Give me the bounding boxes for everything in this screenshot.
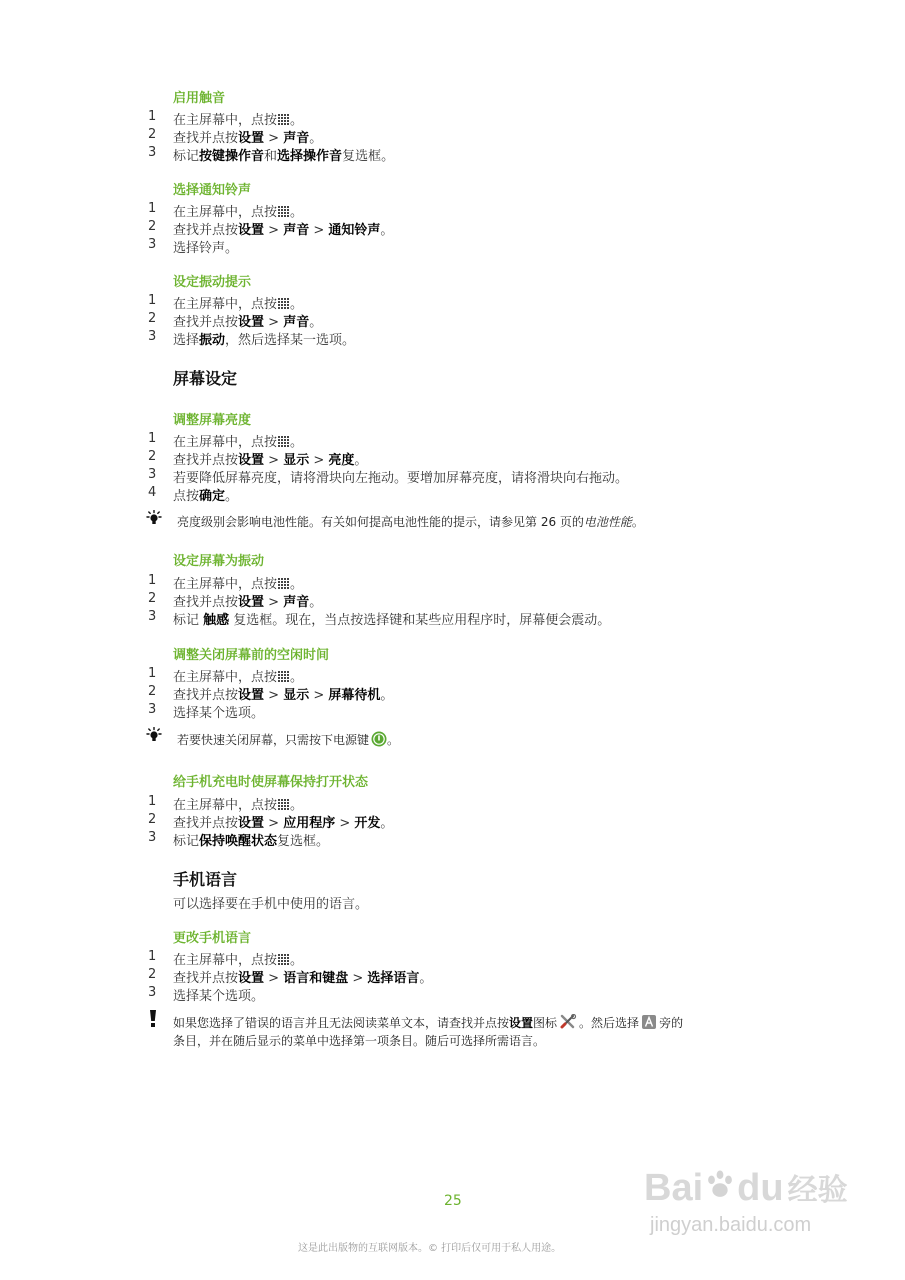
settings-tools-icon xyxy=(559,1014,577,1030)
step-number: 3 xyxy=(148,609,157,624)
step-text: 查找并点按设置 > 声音。 xyxy=(173,595,323,610)
step-number: 2 xyxy=(148,684,157,699)
app-grid-icon xyxy=(278,799,289,810)
app-grid-icon xyxy=(278,206,289,217)
step-text: 在主屏幕中，点按 。 xyxy=(173,205,304,220)
step-number: 2 xyxy=(148,967,157,982)
watermark-url: jingyan.baidu.com xyxy=(650,1214,812,1236)
step-text: 查找并点按设置 > 声音。 xyxy=(173,131,323,146)
step-text: 查找并点按设置 > 声音 > 通知铃声。 xyxy=(173,223,394,238)
step-number: 1 xyxy=(148,573,157,588)
app-grid-icon xyxy=(278,671,289,682)
step-text: 在主屏幕中，点按 。 xyxy=(173,113,304,128)
step-text: 查找并点按设置 > 语言和键盘 > 选择语言。 xyxy=(173,971,433,986)
section-heading-language: 手机语言 xyxy=(173,870,238,889)
step-text: 标记 触感 复选框。现在，当点按选择键和某些应用程序时，屏幕便会震动。 xyxy=(173,613,611,628)
app-grid-icon xyxy=(278,114,289,125)
step-number: 3 xyxy=(148,830,157,845)
lightbulb-tip-icon xyxy=(146,727,162,743)
step-number: 3 xyxy=(148,329,157,344)
step-text: 在主屏幕中，点按 。 xyxy=(173,670,304,685)
step-number: 3 xyxy=(148,467,157,482)
step-number: 1 xyxy=(148,293,157,308)
step-number: 1 xyxy=(148,794,157,809)
watermark-logo: Bai du 经验 xyxy=(644,1167,848,1209)
step-number: 2 xyxy=(148,127,157,142)
exclamation-warning-icon xyxy=(148,1010,158,1028)
app-grid-icon xyxy=(278,436,289,447)
subheading-change-language: 更改手机语言 xyxy=(173,931,252,946)
step-text: 在主屏幕中，点按 。 xyxy=(173,577,304,592)
step-number: 4 xyxy=(148,485,157,500)
subheading-stay-awake: 给手机充电时使屏幕保持打开状态 xyxy=(173,775,369,790)
step-number: 2 xyxy=(148,449,157,464)
step-text: 选择某个选项。 xyxy=(173,706,265,721)
language-intro: 可以选择要在手机中使用的语言。 xyxy=(173,897,369,912)
step-number: 1 xyxy=(148,431,157,446)
battery-performance-link[interactable]: 电池性能 xyxy=(583,515,632,529)
app-grid-icon xyxy=(278,298,289,309)
step-text: 标记保持唤醒状态复选框。 xyxy=(173,834,330,849)
warning-note-line2: 条目，并在随后显示的菜单中选择第一项条目。随后可选择所需语言。 xyxy=(173,1034,546,1048)
subheading-screen-vibrate: 设定屏幕为振动 xyxy=(173,554,265,569)
subheading-enable-touch-sound: 启用触音 xyxy=(173,91,226,106)
step-number: 1 xyxy=(148,949,157,964)
section-heading-screen: 屏幕设定 xyxy=(173,369,238,388)
step-text: 查找并点按设置 > 显示 > 屏幕待机。 xyxy=(173,688,394,703)
step-text: 在主屏幕中，点按 。 xyxy=(173,953,304,968)
tip-note: 亮度级别会影响电池性能。有关如何提高电池性能的提示，请参见第 26 页的电池性能。 xyxy=(177,515,644,529)
step-text: 在主屏幕中，点按 。 xyxy=(173,798,304,813)
warning-note: 如果您选择了错误的语言并且无法阅读菜单文本，请查找并点按设置图标 。然后选择 旁的 xyxy=(173,1016,684,1030)
subheading-screen-timeout: 调整关闭屏幕前的空闲时间 xyxy=(173,648,330,663)
step-number: 2 xyxy=(148,591,157,606)
paw-icon xyxy=(703,1168,737,1202)
subheading-notification-ringtone: 选择通知铃声 xyxy=(173,183,252,198)
lightbulb-tip-icon xyxy=(146,510,162,526)
step-text: 选择振动，然后选择某一选项。 xyxy=(173,333,356,348)
footer-note: 这是此出版物的互联网版本。© 打印后仅可用于私人用途。 xyxy=(298,1243,562,1254)
step-number: 2 xyxy=(148,311,157,326)
step-text: 查找并点按设置 > 声音。 xyxy=(173,315,323,330)
step-text: 查找并点按设置 > 显示 > 亮度。 xyxy=(173,453,368,468)
step-text: 选择铃声。 xyxy=(173,241,239,256)
tip-note: 若要快速关闭屏幕，只需按下电源键 。 xyxy=(177,733,400,747)
step-text: 点按确定。 xyxy=(173,489,239,504)
step-number: 3 xyxy=(148,985,157,1000)
step-text: 查找并点按设置 > 应用程序 > 开发。 xyxy=(173,816,394,831)
step-number: 3 xyxy=(148,702,157,717)
step-number: 3 xyxy=(148,145,157,160)
step-number: 3 xyxy=(148,237,157,252)
app-grid-icon xyxy=(278,954,289,965)
app-grid-icon xyxy=(278,578,289,589)
step-number: 1 xyxy=(148,201,157,216)
step-text: 选择某个选项。 xyxy=(173,989,265,1004)
subheading-brightness: 调整屏幕亮度 xyxy=(173,413,252,428)
step-number: 1 xyxy=(148,109,157,124)
step-text: 在主屏幕中，点按 。 xyxy=(173,435,304,450)
step-text: 若要降低屏幕亮度，请将滑块向左拖动。要增加屏幕亮度，请将滑块向右拖动。 xyxy=(173,471,629,486)
step-number: 1 xyxy=(148,666,157,681)
step-number: 2 xyxy=(148,219,157,234)
power-key-icon xyxy=(371,731,387,747)
page-number: 25 xyxy=(444,1193,462,1209)
subheading-vibrate-alert: 设定振动提示 xyxy=(173,275,252,290)
step-text: 标记按键操作音和选择操作音复选框。 xyxy=(173,149,395,164)
step-number: 2 xyxy=(148,812,157,827)
language-a-icon xyxy=(642,1015,656,1029)
step-text: 在主屏幕中，点按 。 xyxy=(173,297,304,312)
